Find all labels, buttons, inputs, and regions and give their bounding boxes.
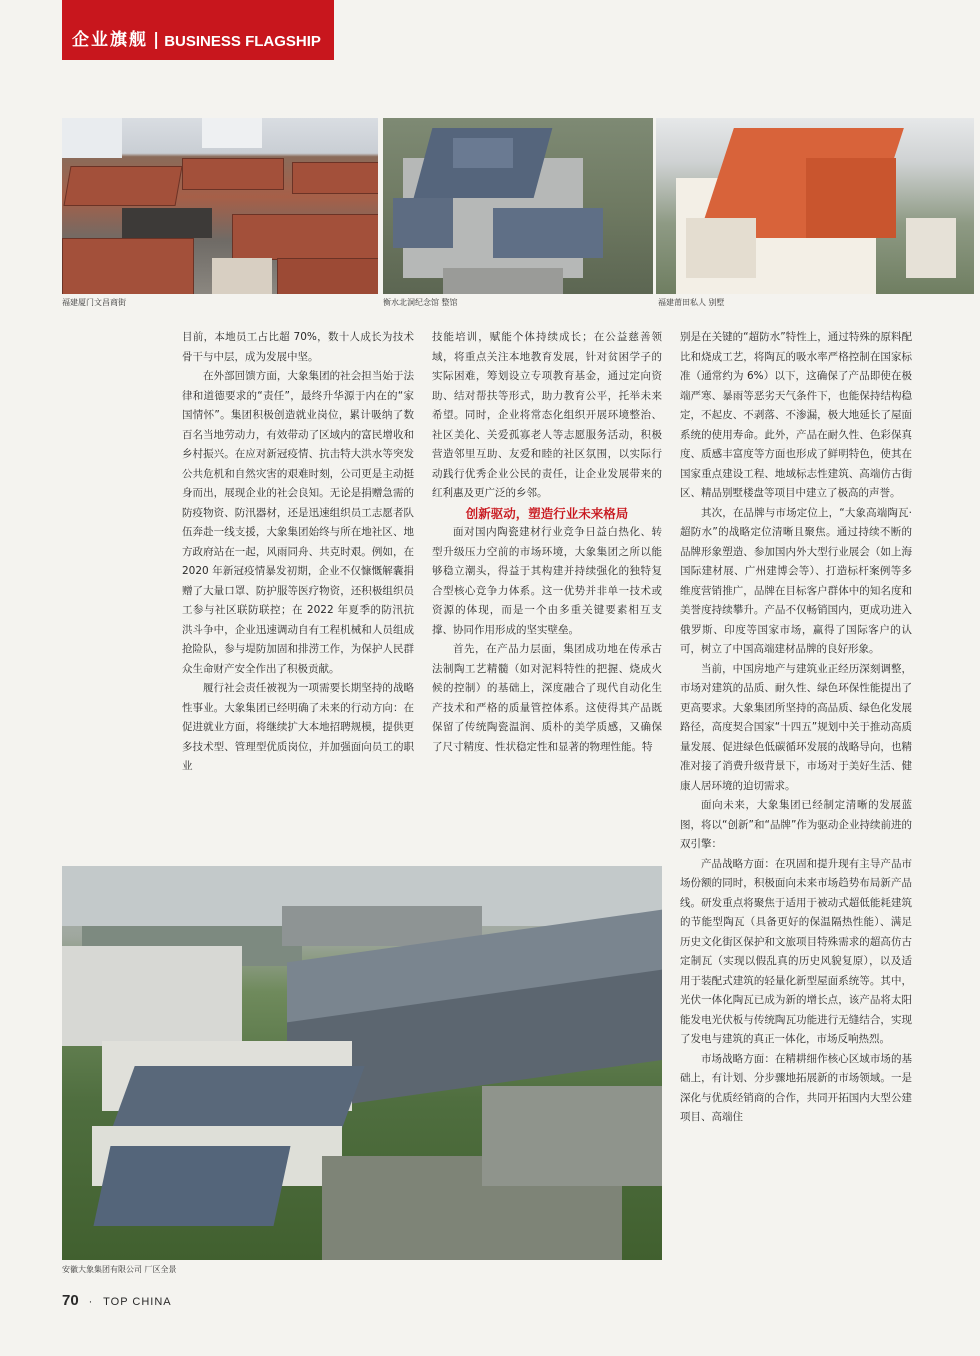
photo-memorial-hall xyxy=(383,118,653,294)
paragraph: 技能培训，赋能个体持续成长；在公益慈善领域，将重点关注本地教育发展，针对贫困学子的实际困难，筹划设立专项教育基金，通过定向资助、结对帮扶等形式，助力教育公平，托举未来希望。同时，企业将常态化组织开展环境整治、社区美化、关爱孤寡老人等志愿服务活动，积极营造邻里互助、友爱和睦的社区氛围，以实际行动践行优秀企业公民的责任，让企业发展带来的红利惠及更广泛的乡邻。 xyxy=(432,331,662,499)
section-title-en: BUSINESS FLAGSHIP xyxy=(164,33,321,50)
photo-caption: 福建莆田私人 别墅 xyxy=(658,298,725,307)
paragraph: 面对国内陶瓷建材行业竞争日益白热化、转型升级压力空前的市场环境，大象集团之所以能够稳立潮头，得益于其构建并持续强化的独特复合型核心竞争力体系。这一优势并非单一技术或资源的体现，而是一个由多重关键要素相互支撑、协同作用形成的坚实壁垒。 xyxy=(432,526,662,636)
paragraph: 市场战略方面：在精耕细作核心区域市场的基础上，有计划、分步骤地拓展新的市场领域。一是深化与优质经销商的合作，共同开拓国内大型公建项目、高端住 xyxy=(680,1052,912,1123)
footer-dot: · xyxy=(88,1296,94,1308)
section-title-separator: | xyxy=(153,30,160,50)
paragraph: 首先，在产品力层面，集团成功地在传承古法制陶工艺精髓（如对泥料特性的把握、烧成火候的控制）的基础上，深度融合了现代自动化生产技术和严格的质量管控体系。这使得其产品既保留了传统陶瓷温润、质朴的美学质感，又确保了尺寸精度、性状稳定性和显著的物理性能。特 xyxy=(432,643,662,753)
photo-caption: 福建厦门文昌商街 xyxy=(62,298,126,307)
magazine-name: TOP CHINA xyxy=(103,1296,172,1308)
paragraph: 别是在关键的“超防水”特性上，通过特殊的原料配比和烧成工艺，将陶瓦的吸水率严格控制在国家标准（通常约为 6%）以下，这确保了产品即使在极端严寒、暴雨等恶劣天气条件下，也能保持结构稳定，不起皮、不剥落、不渗漏，极大地延长了屋面系统的使用寿命。此外，产品在耐久性、色彩保真度、质感丰富度等方面也形成了鲜明特色，使其在国家重点建设工程、地域标志性建筑、高端仿古街区、精品别墅楼盘等项目中建立了极高的声誉。 xyxy=(680,331,912,499)
paragraph: 目前，本地员工占比超 70%，数十人成长为技术骨干与中层，成为发展中坚。 xyxy=(182,331,414,363)
photo-townhouse-street xyxy=(62,118,378,294)
photo-private-villa xyxy=(656,118,974,294)
paragraph: 履行社会责任被视为一项需要长期坚持的战略性事业。大象集团已经明确了未来的行动方向：在促进就业方面，将继续扩大本地招聘规模，提供更多技术型、管理型优质岗位，并加强面向员工的职业 xyxy=(182,682,414,772)
section-title-zh: 企业旗舰 xyxy=(72,30,148,50)
paragraph: 在外部回馈方面，大象集团的社会担当始于法律和道德要求的“责任”，最终升华源于内在的“家国情怀”。集团积极创造就业岗位，累计吸纳了数百名当地劳动力，有效带动了区域内的富民增收和乡村振兴。在应对新冠疫情、抗击特大洪水等突发公共危机和自然灾害的艰难时刻，公司更是主动挺身而出，展现企业的社会良知。无论是捐赠急需的防疫物资、防汛器材，还是迅速组织员工志愿者队伍奔赴一线支援，大象集团始终与所在地社区、地方政府站在一起，风雨同舟、共克时艰。例如，在 2020 年新冠疫情暴发初期，企业不仅慷慨解囊捐赠了大量口罩、防护服等医疗物资，还积极组织员工参与社区联防联控；在 2022 年夏季的防汛抗洪斗争中，企业迅速调动自有工程机械和人员组成抢险队，参与堤防加固和排涝工作，为保护人民群众生命财产安全作出了积极贡献。 xyxy=(182,370,414,675)
section-header xyxy=(62,0,334,60)
article-column-3 xyxy=(680,328,912,1280)
page-number: 70 xyxy=(62,1292,79,1309)
article-column-1 xyxy=(182,328,414,854)
photo-factory-panorama xyxy=(62,866,662,1260)
page-footer xyxy=(62,1292,172,1309)
photo-caption: 安徽大象集团有限公司 厂区全景 xyxy=(62,1265,177,1274)
paragraph: 当前，中国房地产与建筑业正经历深刻调整，市场对建筑的品质、耐久性、绿色环保性能提出了更高要求。大象集团所坚持的高品质、绿色化发展路径，高度契合国家“十四五”规划中关于推动高质量发展、促进绿色低碳循环发展的战略导向，也精准对接了消费升级背景下，市场对于美好生活、健康人居环境的迫切需求。 xyxy=(680,662,912,792)
paragraph: 面向未来，大象集团已经制定清晰的发展蓝图，将以“创新”和“品牌”作为驱动企业持续前进的双引擎： xyxy=(680,799,912,850)
article-column-2 xyxy=(432,328,662,854)
paragraph: 产品战略方面：在巩固和提升现有主导产品市场份额的同时，积极面向未来市场趋势布局新产品线。研发重点将聚焦于适用于被动式超低能耗建筑的节能型陶瓦（具备更好的保温隔热性能）、满足历史文化街区保护和文旅项目特殊需求的超高仿古定制瓦（实现以假乱真的历史风貌复原），以及适用于装配式建筑的轻量化新型屋面系统等。其中，光伏一体化陶瓦已成为新的增长点，该产品将太阳能发电光伏板与传统陶瓦功能进行无缝结合，实现了发电与建筑的真正一体化，市场反响热烈。 xyxy=(680,857,912,1045)
section-subheading: 创新驱动，塑造行业未来格局 xyxy=(465,505,629,521)
photo-caption: 衡水北洞纪念馆 整馆 xyxy=(383,298,458,307)
paragraph: 其次，在品牌与市场定位上，“大象高端陶瓦·超防水”的战略定位清晰且聚焦。通过持续不断的品牌形象塑造、参加国内外大型行业展会（如上海国际建材展、广州建博会等）、打造标杆案例等多维度营销推广，品牌在目标客户群体中的知名度和美誉度持续攀升。产品不仅畅销国内，更成功进入俄罗斯、印度等国家市场，赢得了国际客户的认可，树立了中国高端建材品牌的良好形象。 xyxy=(680,506,912,655)
